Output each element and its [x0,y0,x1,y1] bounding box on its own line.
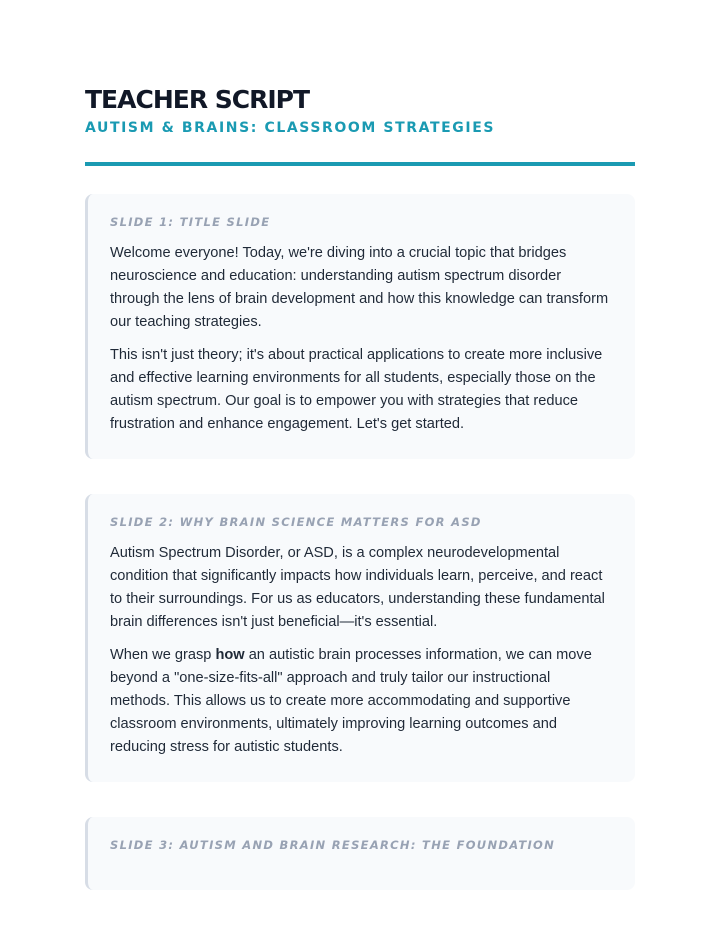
emphasis-text: how [215,647,245,663]
slide-label: SLIDE 3: AUTISM AND BRAIN RESEARCH: THE FOUNDATION [110,838,556,852]
slide-paragraph: Welcome everyone! Today, we're diving into a crucial topic that bridges neuroscience and education: understanding autism spectrum disorder through the lens of brain development and how this knowledge can transform our teaching strategies. [110,245,609,330]
document-subtitle: AUTISM & BRAINS: CLASSROOM STRATEGIES [85,120,496,136]
document-title: TEACHER SCRIPT [85,85,310,114]
slide-paragraph: This isn't just theory; it's about practical applications to create more inclusive and effective learning environments for all students, especially those on the autism spectrum. Our goal is to empower you with strategies that reduce frustration and enhance engagement. Let's get started. [110,347,603,432]
slide-label: SLIDE 2: WHY BRAIN SCIENCE MATTERS FOR ASD [110,515,482,529]
slide-label: SLIDE 1: TITLE SLIDE [110,215,271,229]
paragraph-text: an autistic brain processes information, we can move beyond a "one-size-fits-all" approach and truly tailor our instructional methods. This allows us to create more accommodating and supportive classroom environments, ultimately improving learning outcomes and reducing stress for autistic students. [110,647,592,755]
slide-card-2 [85,494,635,782]
slide-paragraph: Autism Spectrum Disorder, or ASD, is a complex neurodevelopmental condition that significantly impacts how individuals learn, perceive, and react to their surroundings. For us as educators, understanding these fundamental brain differences isn't just beneficial—it's essential. [110,545,605,630]
document-header [85,84,635,166]
title-divider [85,162,635,166]
paragraph-text: When we grasp [110,647,216,663]
slide-card-1 [85,194,635,459]
slide-card-3 [85,817,635,890]
slide-paragraph [110,644,611,759]
